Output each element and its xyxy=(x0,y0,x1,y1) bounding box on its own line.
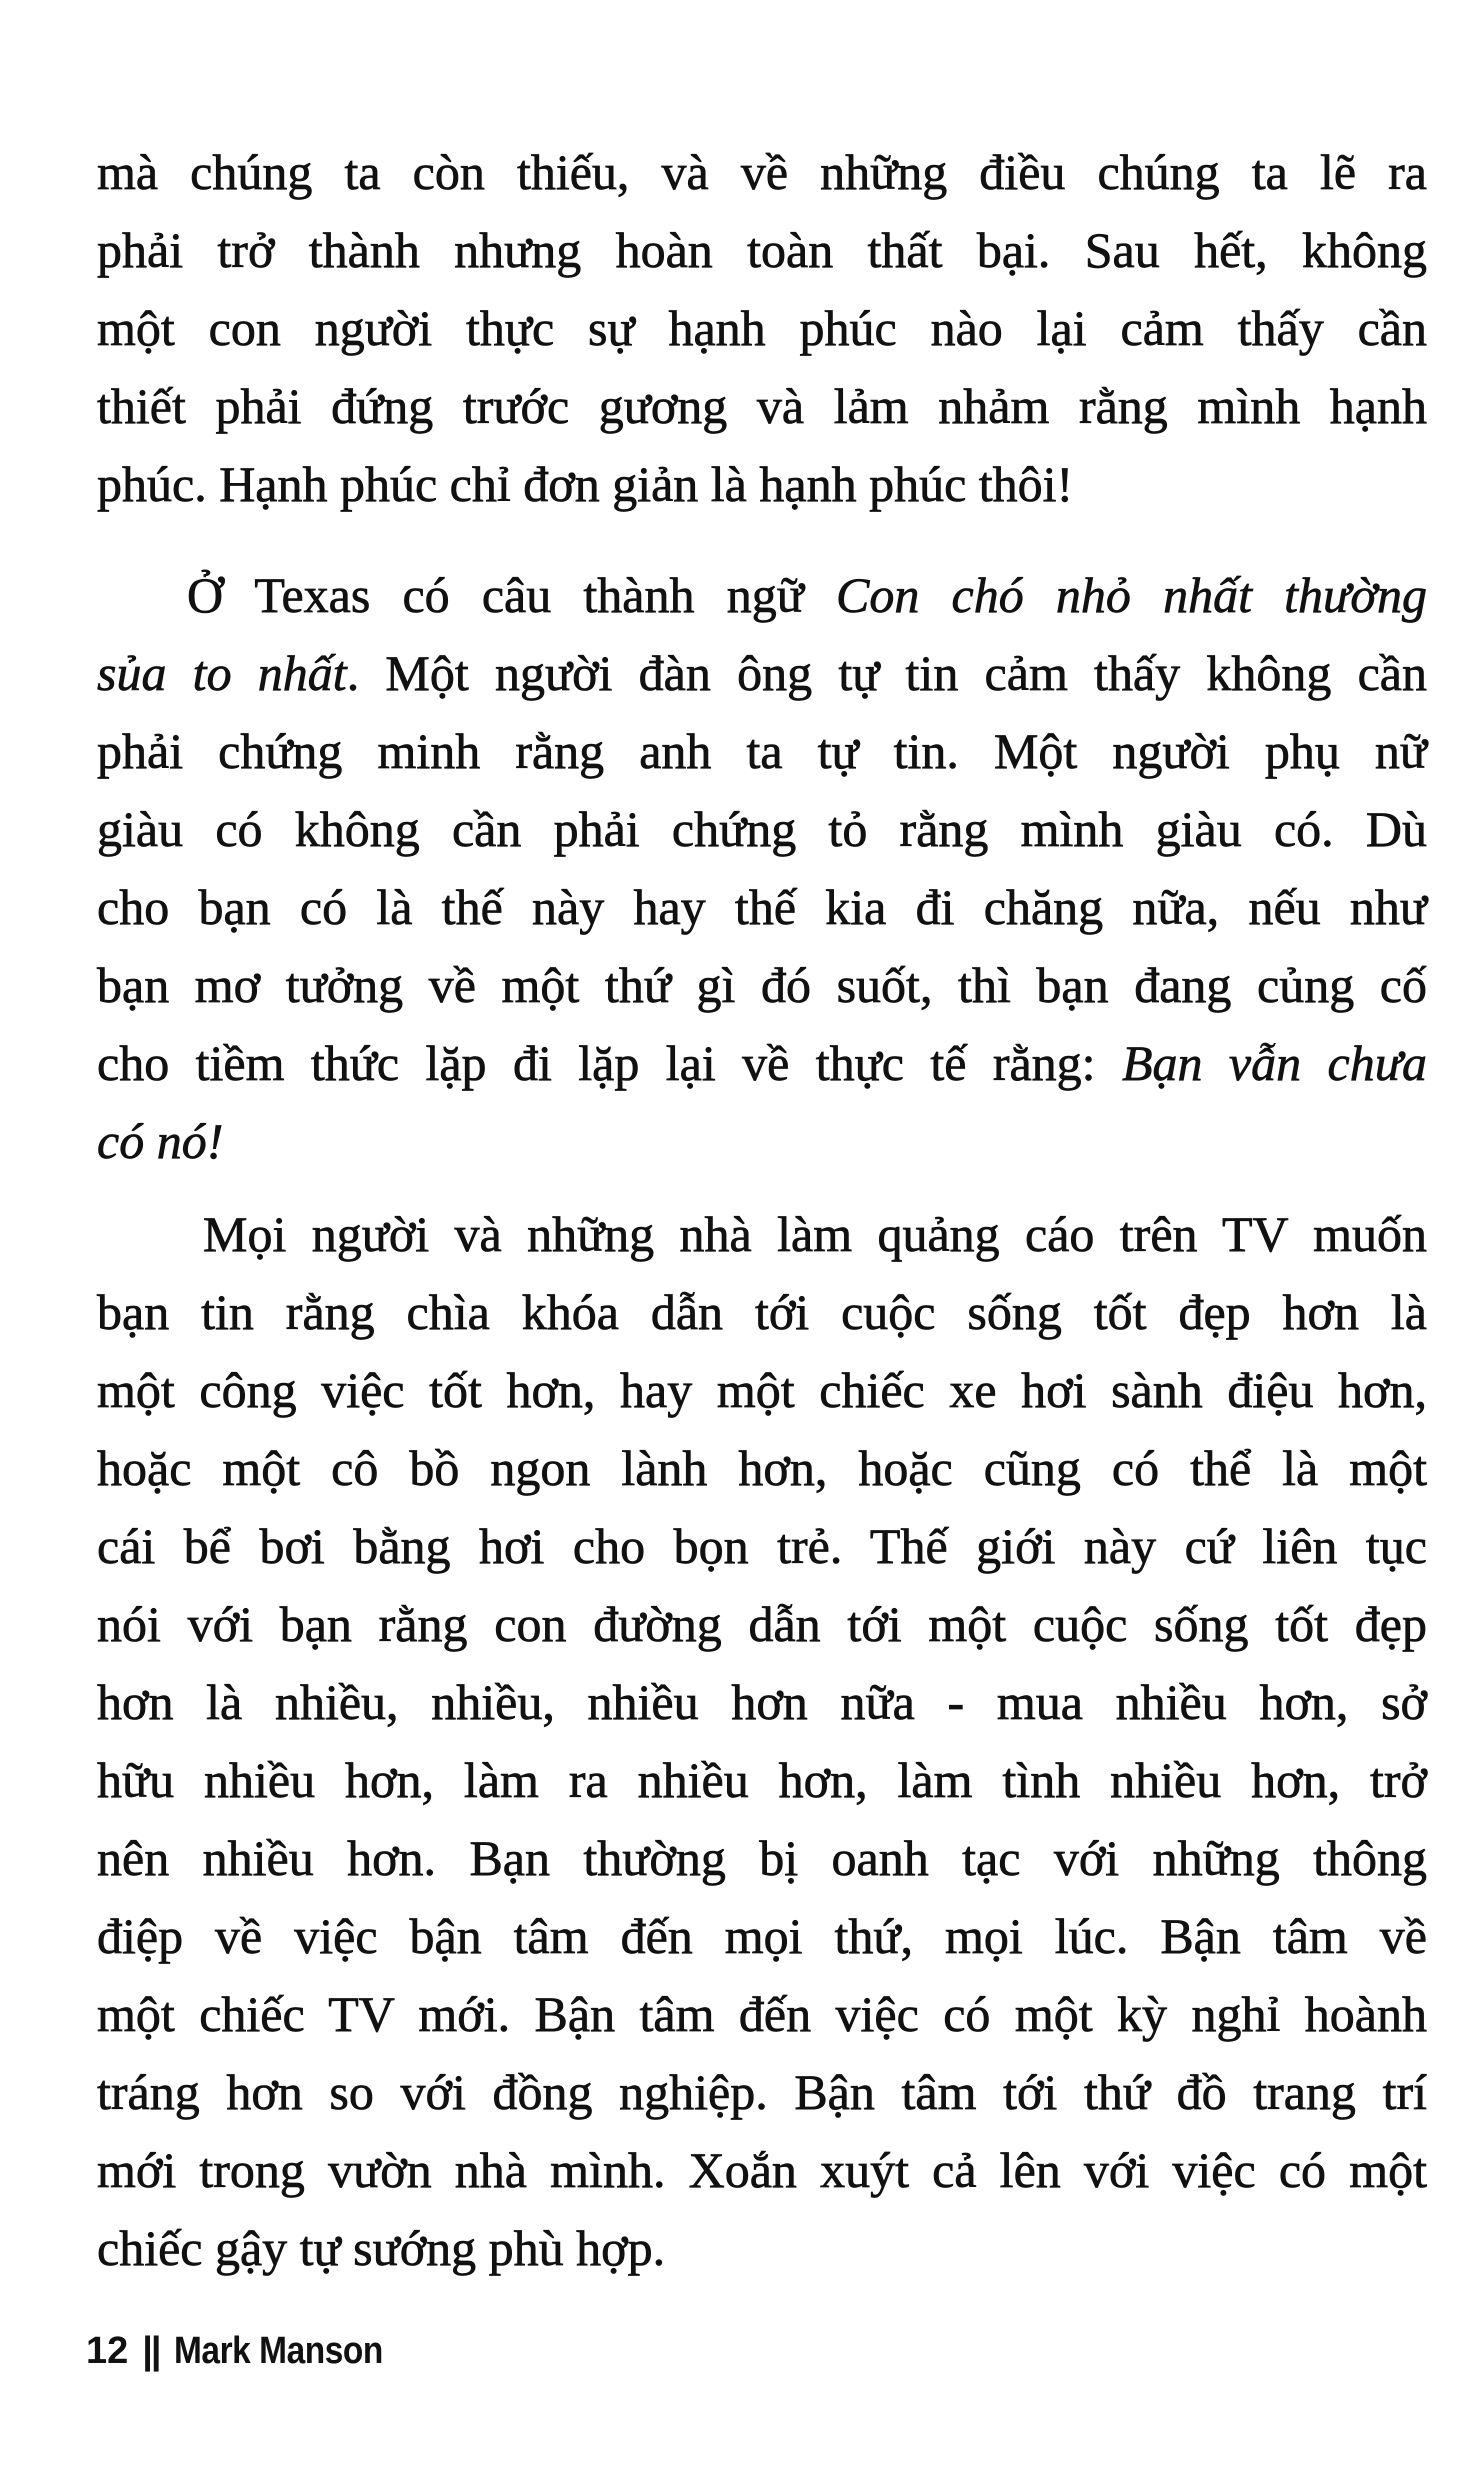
text-line xyxy=(97,1351,1427,1429)
body-text: . Một người đàn ông tự tin cảm thấy không cần xyxy=(346,645,1427,701)
text-line xyxy=(97,211,1427,289)
text-line xyxy=(97,1429,1427,1507)
body-text: phải trở thành nhưng hoàn toàn thất bại. Sau hết, không xyxy=(97,222,1427,278)
text-line xyxy=(97,868,1427,946)
body-text: nên nhiều hơn. Bạn thường bị oanh tạc với những thông xyxy=(97,1830,1427,1886)
body-text: nói với bạn rằng con đường dẫn tới một cuộc sống tốt đẹp xyxy=(97,1596,1427,1652)
text-line xyxy=(97,1024,1427,1102)
text-line xyxy=(97,133,1427,211)
body-text: thiết phải đứng trước gương và lảm nhảm rằng mình hạnh xyxy=(97,378,1427,434)
text-line xyxy=(97,1897,1427,1975)
text-line xyxy=(97,712,1427,790)
paragraph xyxy=(97,556,1427,1180)
text-line xyxy=(97,946,1427,1024)
text-line xyxy=(97,289,1427,367)
italic-text: Bạn vẫn chưa xyxy=(1121,1035,1427,1091)
body-text: Ở Texas có câu thành ngữ xyxy=(187,567,836,623)
body-text: một công việc tốt hơn, hay một chiếc xe hơi sành điệu hơn, xyxy=(97,1362,1427,1418)
body-text: cái bể bơi bằng hơi cho bọn trẻ. Thế giới này cứ liên tục xyxy=(97,1518,1427,1574)
text-line xyxy=(97,556,1427,634)
page-number: 12 xyxy=(86,2330,129,2372)
body-text: mới trong vườn nhà mình. Xoắn xuýt cả lên với việc có một xyxy=(97,2142,1427,2198)
body-text: tráng hơn so với đồng nghiệp. Bận tâm tới thứ đồ trang trí xyxy=(97,2064,1427,2120)
body-text: cho tiềm thức lặp đi lặp lại về thực tế rằng: xyxy=(97,1035,1122,1091)
paragraph xyxy=(97,1195,1427,2287)
text-line xyxy=(97,1102,1427,1180)
body-text: chiếc gậy tự sướng phù hợp. xyxy=(97,2220,666,2276)
body-text: bạn tin rằng chìa khóa dẫn tới cuộc sống tốt đẹp hơn là xyxy=(97,1284,1427,1340)
text-line xyxy=(97,1741,1427,1819)
body-text: một con người thực sự hạnh phúc nào lại cảm thấy cần xyxy=(97,300,1427,356)
body-text: phải chứng minh rằng anh ta tự tin. Một người phụ nữ xyxy=(97,723,1427,779)
book-page-body xyxy=(97,133,1427,2287)
paragraph xyxy=(97,133,1427,523)
body-text: mà chúng ta còn thiếu, và về những điều chúng ta lẽ ra xyxy=(97,144,1427,200)
body-text: hoặc một cô bồ ngon lành hơn, hoặc cũng có thể là một xyxy=(97,1440,1427,1496)
page-footer xyxy=(86,2330,411,2373)
body-text: giàu có không cần phải chứng tỏ rằng mình giàu có. Dù xyxy=(97,801,1427,857)
italic-text: Con chó nhỏ nhất thường xyxy=(835,567,1428,623)
text-line xyxy=(97,2209,1427,2287)
body-text: một chiếc TV mới. Bận tâm đến việc có một kỳ nghỉ hoành xyxy=(97,1986,1427,2042)
text-line xyxy=(97,1819,1427,1897)
body-text: phúc. Hạnh phúc chỉ đơn giản là hạnh phúc thôi! xyxy=(97,456,1074,512)
body-text: Mọi người và những nhà làm quảng cáo trên TV muốn xyxy=(203,1206,1427,1262)
footer-separator: || xyxy=(142,2330,160,2372)
text-line xyxy=(97,1507,1427,1585)
text-line xyxy=(97,1975,1427,2053)
text-line xyxy=(97,445,1427,523)
body-text: hữu nhiều hơn, làm ra nhiều hơn, làm tình nhiều hơn, trở xyxy=(97,1752,1427,1808)
body-text: bạn mơ tưởng về một thứ gì đó suốt, thì bạn đang củng cố xyxy=(97,957,1427,1013)
text-line xyxy=(97,2053,1427,2131)
text-line xyxy=(97,1663,1427,1741)
author-name: Mark Manson xyxy=(173,2330,383,2372)
text-line xyxy=(97,367,1427,445)
italic-text: sủa to nhất xyxy=(97,645,347,701)
text-line xyxy=(97,634,1427,712)
text-line xyxy=(97,790,1427,868)
body-text: hơn là nhiều, nhiều, nhiều hơn nữa - mua nhiều hơn, sở xyxy=(97,1674,1427,1730)
text-line xyxy=(97,1585,1427,1663)
text-line xyxy=(97,1273,1427,1351)
text-line xyxy=(97,2131,1427,2209)
body-text: cho bạn có là thế này hay thế kia đi chăng nữa, nếu như xyxy=(97,879,1427,935)
body-text: điệp về việc bận tâm đến mọi thứ, mọi lúc. Bận tâm về xyxy=(97,1908,1427,1964)
italic-text: có nó! xyxy=(97,1113,224,1169)
text-line xyxy=(97,1195,1427,1273)
